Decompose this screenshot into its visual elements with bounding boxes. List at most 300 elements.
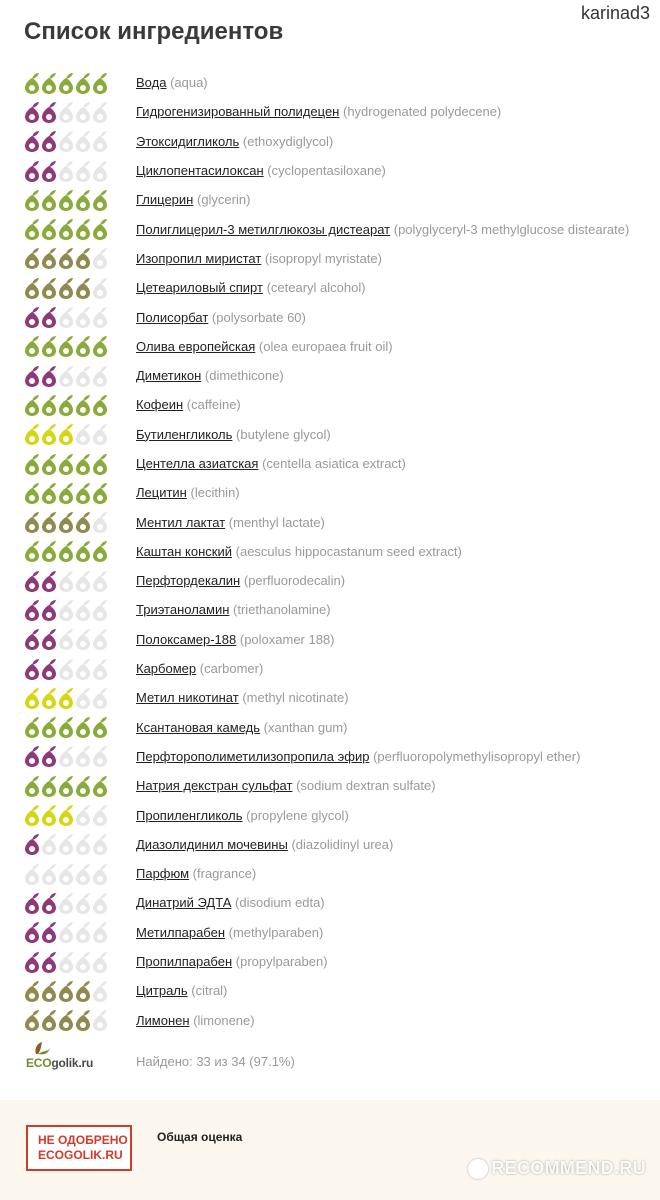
ingredient-text (136, 515, 325, 530)
leaf-drop-icon (93, 981, 107, 1002)
leaf-drop-icon (76, 366, 90, 387)
ingredient-text (136, 895, 325, 910)
ingredient-latin: (lecithin) (190, 485, 240, 501)
rating-icons (24, 980, 110, 1002)
ingredient-row (0, 449, 660, 478)
leaf-drop-icon (59, 776, 73, 797)
leaf-drop-icon (59, 454, 73, 475)
leaf-drop-icon (25, 717, 39, 738)
ingredient-latin: (poloxamer 188) (239, 631, 335, 647)
ingredient-text (136, 427, 331, 442)
ingredient-name-link[interactable]: Бутиленгликоль (136, 426, 233, 442)
ingredient-name-link[interactable]: Гидрогенизированный полидецен (136, 104, 340, 120)
leaf-drop-icon (42, 746, 56, 767)
rating-icons (24, 277, 110, 299)
footer-row (0, 1040, 660, 1084)
leaf-drop-icon (25, 864, 39, 885)
ingredient-row (0, 332, 660, 361)
leaf-drop-icon (93, 248, 107, 269)
leaf-drop-icon (59, 483, 73, 504)
leaf-drop-icon (25, 395, 39, 416)
ingredient-latin: (propylparaben) (235, 954, 328, 970)
ingredient-latin: (citral) (191, 983, 228, 999)
ingredient-row (0, 185, 660, 214)
leaf-drop-icon (93, 571, 107, 592)
leaf-drop-icon (25, 571, 39, 592)
leaf-drop-icon (25, 776, 39, 797)
ingredient-text (136, 222, 629, 237)
leaf-drop-icon (42, 454, 56, 475)
ingredient-latin: (glycerin) (196, 192, 251, 208)
leaf-drop-icon (76, 541, 90, 562)
leaf-drop-icon (25, 746, 39, 767)
leaf-drop-icon (25, 688, 39, 709)
leaf-drop-icon (42, 307, 56, 328)
leaf-drop-icon (93, 395, 107, 416)
ingredient-row (0, 888, 660, 917)
ingredient-text (136, 544, 462, 559)
ingredient-latin: (triethanolamine) (233, 602, 331, 618)
ingredient-name-link[interactable]: Полоксамер-188 (136, 631, 237, 647)
rating-icons (24, 687, 110, 709)
leaf-drop-icon (76, 73, 90, 94)
leaf-drop-icon (59, 190, 73, 211)
leaf-drop-icon (25, 278, 39, 299)
leaf-drop-icon (93, 219, 107, 240)
ingredient-latin: (aesculus hippocastanum seed extract) (235, 543, 462, 559)
rating-icons (24, 951, 110, 973)
ingredient-name-link[interactable]: Натрия декстран сульфат (136, 778, 293, 794)
ingredient-text (136, 602, 331, 617)
rating-icons (24, 482, 110, 504)
ingredient-latin: (methylparaben) (228, 924, 324, 940)
leaf-drop-icon (93, 190, 107, 211)
leaf-drop-icon (42, 219, 56, 240)
rating-icons (24, 335, 110, 357)
ingredient-latin: (butylene glycol) (236, 426, 331, 442)
ingredient-text (136, 632, 335, 647)
leaf-drop-icon (59, 336, 73, 357)
leaf-drop-icon (76, 600, 90, 621)
ingredient-name-link[interactable]: Полиглицерил-3 метилглюкозы дистеарат (136, 221, 391, 237)
leaf-drop-icon (76, 834, 90, 855)
ingredient-row (0, 595, 660, 624)
leaf-drop-icon (76, 395, 90, 416)
rating-icons (24, 160, 110, 182)
leaf-drop-icon (93, 834, 107, 855)
leaf-drop-icon (76, 278, 90, 299)
leaf-drop-icon (42, 922, 56, 943)
rating-icons (24, 628, 110, 650)
ingredient-row (0, 507, 660, 536)
leaf-drop-icon (59, 219, 73, 240)
leaf-drop-icon (25, 981, 39, 1002)
ingredient-text (136, 163, 386, 178)
leaf-drop-icon (76, 512, 90, 533)
ingredient-name-link[interactable]: Ментил лактат (136, 514, 226, 530)
watermark: RECOMMEND.RU (468, 1158, 646, 1179)
rating-icons (24, 511, 110, 533)
ingredient-latin: (carbomer) (199, 661, 264, 677)
leaf-drop-icon (59, 952, 73, 973)
leaf-drop-icon (42, 688, 56, 709)
ingredient-row (0, 361, 660, 390)
leaf-drop-icon (76, 688, 90, 709)
leaf-drop-icon (25, 102, 39, 123)
leaf-drop-icon (93, 864, 107, 885)
username[interactable]: karinad3 (580, 3, 650, 23)
leaf-drop-icon (76, 161, 90, 182)
leaf-drop-icon (76, 893, 90, 914)
ingredient-row (0, 713, 660, 742)
ingredient-row (0, 625, 660, 654)
ingredient-text (136, 251, 382, 266)
leaf-drop-icon (59, 424, 73, 445)
leaf-drop-icon (59, 161, 73, 182)
badge-line-2: ECOGOLIK.RU (38, 1148, 123, 1162)
rating-icons (24, 892, 110, 914)
ingredient-name-link[interactable]: Центелла азиатская (136, 456, 259, 471)
leaf-drop-icon (76, 336, 90, 357)
rating-icons (24, 716, 110, 738)
leaf-drop-icon (93, 1010, 107, 1031)
leaf-drop-icon (59, 659, 73, 680)
leaf-drop-icon (42, 864, 56, 885)
leaf-drop-icon (59, 981, 73, 1002)
ingredient-text (136, 573, 345, 588)
rating-icons (24, 833, 110, 855)
ingredient-latin: (olea europaea fruit oil) (258, 338, 393, 354)
rating-icons (24, 453, 110, 475)
ingredient-name-link[interactable]: Вода (136, 75, 167, 91)
ingredient-row (0, 947, 660, 976)
ingredient-row (0, 654, 660, 683)
ingredient-latin: (fragrance) (192, 866, 257, 882)
leaf-drop-icon (25, 190, 39, 211)
ingredient-text (136, 954, 328, 969)
ingredient-name-link[interactable]: Кофеин (136, 397, 184, 413)
page-title: Список ингредиентов (24, 18, 284, 45)
leaf-drop-icon (93, 336, 107, 357)
leaf-drop-icon (25, 629, 39, 650)
ingredient-name-link[interactable]: Каштан конский (136, 543, 233, 559)
ingredient-name-link[interactable]: Ксантановая камедь (136, 719, 261, 735)
leaf-drop-icon (76, 190, 90, 211)
found-count-text: Найдено: 33 из 34 (97.1%) (136, 1054, 295, 1069)
ingredient-latin: (dimethicone) (204, 368, 284, 384)
ingredient-name-link[interactable]: Динатрий ЭДТА (136, 895, 232, 911)
rating-icons (24, 745, 110, 767)
ingredient-name-link[interactable]: Циклопентасилоксан (136, 163, 264, 179)
leaf-drop-icon (42, 483, 56, 504)
leaf-drop-icon (42, 981, 56, 1002)
ingredient-latin: (hydrogenated polydecene) (342, 104, 502, 120)
ingredient-row (0, 390, 660, 419)
rating-icons (24, 218, 110, 240)
ingredient-text (136, 661, 263, 676)
leaf-drop-icon (42, 102, 56, 123)
leaf-drop-icon (93, 717, 107, 738)
leaf-drop-icon (25, 454, 39, 475)
ingredient-row (0, 1006, 660, 1035)
rating-icons (24, 130, 110, 152)
leaf-drop-icon (76, 659, 90, 680)
leaf-drop-icon (76, 219, 90, 240)
ingredient-list (0, 68, 660, 1035)
ingredient-row (0, 127, 660, 156)
leaf-drop-icon (25, 834, 39, 855)
ingredient-latin: (polysorbate 60) (211, 309, 306, 325)
leaf-drop-icon (59, 248, 73, 269)
ingredient-text (136, 310, 306, 325)
ingredient-name-link[interactable]: Цетеариловый спирт (136, 280, 263, 296)
leaf-drop-icon (93, 483, 107, 504)
ingredient-row (0, 478, 660, 507)
ingredient-latin: (isopropyl myristate) (264, 250, 382, 266)
ingredient-latin: (aqua) (170, 75, 208, 91)
ingredient-text (136, 456, 406, 471)
leaf-drop-icon (42, 717, 56, 738)
ingredient-name-link[interactable]: Этоксидигликоль (136, 133, 240, 149)
ingredient-name-link[interactable]: Диметикон (136, 368, 202, 384)
leaf-drop-icon (93, 131, 107, 152)
rating-icons (24, 394, 110, 416)
rating-icons (24, 863, 110, 885)
leaf-drop-icon (93, 893, 107, 914)
leaf-drop-icon (93, 424, 107, 445)
ingredient-name-link[interactable]: Метилпарабен (136, 924, 226, 940)
ingredient-text (136, 808, 349, 823)
ingredient-latin: (cetearyl alcohol) (266, 280, 366, 296)
leaf-drop-icon (59, 922, 73, 943)
ingredient-name-link[interactable]: Пропилпарабен (136, 954, 233, 970)
rating-icons (24, 101, 110, 123)
ingredient-name-link[interactable]: Полисорбат (136, 309, 209, 325)
leaf-drop-icon (59, 864, 73, 885)
ingredient-text (136, 866, 256, 881)
ingredient-text (136, 778, 436, 793)
ingredient-row (0, 244, 660, 273)
ingredient-row (0, 68, 660, 97)
ingredient-row (0, 771, 660, 800)
ingredient-row (0, 683, 660, 712)
ingredient-name-link[interactable]: Лецитин (136, 485, 187, 501)
ingredient-name-link[interactable]: Диазолидинил мочевины (136, 836, 288, 852)
ingredient-latin: (caffeine) (186, 397, 241, 413)
ingredient-name-link[interactable]: Перфторополиметилизопропила эфир (136, 748, 370, 764)
ingredient-text (136, 1013, 255, 1028)
leaf-drop-icon (42, 571, 56, 592)
leaf-drop-icon (93, 102, 107, 123)
leaf-drop-icon (93, 366, 107, 387)
leaf-drop-icon (93, 600, 107, 621)
rating-icons (24, 570, 110, 592)
ingredient-row (0, 800, 660, 829)
leaf-drop-icon (93, 73, 107, 94)
ingredient-row (0, 830, 660, 859)
leaf-drop-icon (42, 395, 56, 416)
leaf-drop-icon (42, 893, 56, 914)
leaf-drop-icon (42, 131, 56, 152)
leaf-drop-icon (25, 805, 39, 826)
ingredient-latin: (methyl nicotinate) (242, 690, 349, 706)
leaf-drop-icon (42, 776, 56, 797)
leaf-drop-icon (93, 307, 107, 328)
leaf-drop-icon (42, 366, 56, 387)
leaf-drop-icon (25, 307, 39, 328)
leaf-drop-icon (59, 512, 73, 533)
leaf-drop-icon (42, 1010, 56, 1031)
rating-icons (24, 775, 110, 797)
leaf-drop-icon (76, 717, 90, 738)
leaf-drop-icon (25, 483, 39, 504)
leaf-drop-icon (25, 73, 39, 94)
leaf-drop-icon (93, 952, 107, 973)
ingredient-row (0, 97, 660, 126)
leaf-drop-icon (93, 746, 107, 767)
ingredient-row (0, 918, 660, 947)
ingredient-text (136, 983, 227, 998)
leaf-drop-icon (76, 307, 90, 328)
not-approved-badge (26, 1125, 132, 1171)
leaf-drop-icon (42, 336, 56, 357)
ingredient-row (0, 273, 660, 302)
rating-icons (24, 365, 110, 387)
leaf-drop-icon (59, 307, 73, 328)
leaf-drop-icon (25, 219, 39, 240)
ingredient-latin: (perfluoropolymethylisopropyl ether) (373, 748, 581, 764)
ingredient-latin: (sodium dextran sulfate) (296, 778, 436, 794)
leaf-drop-icon (59, 131, 73, 152)
leaf-drop-icon (59, 1010, 73, 1031)
ingredient-latin: (centella asiatica extract) (262, 456, 406, 471)
ingredient-text (136, 720, 347, 735)
leaf-drop-icon (76, 424, 90, 445)
ingredient-latin: (disodium edta) (235, 895, 325, 911)
leaf-drop-icon (59, 102, 73, 123)
leaf-drop-icon (59, 571, 73, 592)
ingredient-row (0, 420, 660, 449)
ingredient-text (136, 134, 333, 149)
leaf-drop-icon (42, 834, 56, 855)
leaf-drop-icon (59, 805, 73, 826)
ingredient-text (136, 837, 393, 852)
leaf-drop-icon (25, 922, 39, 943)
rating-icons (24, 921, 110, 943)
rating-icons (24, 1009, 110, 1031)
rating-icons (24, 423, 110, 445)
ingredient-name-link[interactable]: Парфюм (136, 866, 190, 882)
ecogolik-brand[interactable]: ECOgolik.ru (26, 1056, 94, 1070)
leaf-drop-icon (93, 512, 107, 533)
ingredient-latin: (cyclopentasiloxane) (267, 163, 386, 179)
leaf-drop-icon (93, 776, 107, 797)
leaf-drop-icon (59, 834, 73, 855)
leaf-drop-icon (42, 600, 56, 621)
ingredient-latin: (limonene) (193, 1012, 255, 1028)
leaf-drop-icon (93, 161, 107, 182)
leaf-drop-icon (59, 893, 73, 914)
leaf-drop-icon (76, 454, 90, 475)
leaf-drop-icon (42, 952, 56, 973)
leaf-drop-icon (76, 922, 90, 943)
leaf-drop-icon (93, 454, 107, 475)
ingredient-text (136, 368, 284, 383)
ingredient-name-link[interactable]: Триэтаноламин (136, 602, 230, 618)
badge-line-1: НЕ ОДОБРЕНО (38, 1133, 128, 1147)
ingredient-name-link[interactable]: Глицерин (136, 192, 194, 208)
ingredient-name-link[interactable]: Олива европейская (136, 338, 256, 354)
leaf-drop-icon (42, 278, 56, 299)
leaf-drop-icon (76, 864, 90, 885)
leaf-drop-icon (59, 600, 73, 621)
ingredient-name-link[interactable]: Метил никотинат (136, 690, 239, 706)
leaf-drop-icon (42, 424, 56, 445)
leaf-drop-icon (59, 73, 73, 94)
leaf-drop-icon (93, 541, 107, 562)
ingredient-name-link[interactable]: Лимонен (136, 1012, 190, 1028)
ingredient-text (136, 925, 323, 940)
ingredient-text (136, 192, 250, 207)
ingredient-row (0, 537, 660, 566)
leaf-drop-icon (42, 541, 56, 562)
rating-icons (24, 804, 110, 826)
ingredient-name-link[interactable]: Перфтордекалин (136, 573, 241, 589)
leaf-drop-icon (42, 248, 56, 269)
leaf-drop-icon (76, 981, 90, 1002)
leaf-drop-icon (25, 366, 39, 387)
leaf-drop-icon (25, 512, 39, 533)
ingredient-name-link[interactable]: Цитраль (136, 983, 188, 999)
rating-icons (24, 658, 110, 680)
ingredient-text (136, 485, 240, 500)
ingredient-text (136, 339, 393, 354)
leaf-drop-icon (25, 659, 39, 680)
leaf-drop-icon (42, 629, 56, 650)
leaf-drop-icon (25, 336, 39, 357)
leaf-drop-icon (76, 571, 90, 592)
ingredient-latin: (ethoxydiglycol) (242, 133, 334, 149)
leaf-drop-icon (25, 952, 39, 973)
overall-rating-label: Общая оценка (157, 1130, 243, 1144)
irecommend-logo-icon (468, 1159, 488, 1179)
leaf-drop-icon (42, 659, 56, 680)
leaf-drop-icon (25, 161, 39, 182)
leaf-drop-icon (93, 278, 107, 299)
ingredient-row (0, 859, 660, 888)
leaf-drop-icon (42, 73, 56, 94)
leaf-drop-icon (59, 717, 73, 738)
ingredient-name-link[interactable]: Пропиленгликоль (136, 807, 243, 823)
ingredient-row (0, 566, 660, 595)
ingredient-row (0, 156, 660, 185)
leaf-drop-icon (25, 424, 39, 445)
ingredient-latin: (propylene glycol) (246, 807, 349, 823)
ingredient-name-link[interactable]: Изопропил миристат (136, 250, 262, 266)
leaf-drop-icon (42, 805, 56, 826)
leaf-drop-icon (76, 746, 90, 767)
ingredient-latin: (perfluorodecalin) (243, 573, 346, 589)
ingredient-name-link[interactable]: Карбомер (136, 661, 197, 677)
rating-icons (24, 599, 110, 621)
ingredient-text (136, 104, 501, 119)
leaf-drop-icon (93, 659, 107, 680)
leaf-drop-icon (59, 746, 73, 767)
ingredient-row (0, 302, 660, 331)
ingredient-latin: (menthyl lactate) (228, 514, 325, 530)
ingredient-text (136, 690, 349, 705)
ingredient-text (136, 749, 580, 764)
